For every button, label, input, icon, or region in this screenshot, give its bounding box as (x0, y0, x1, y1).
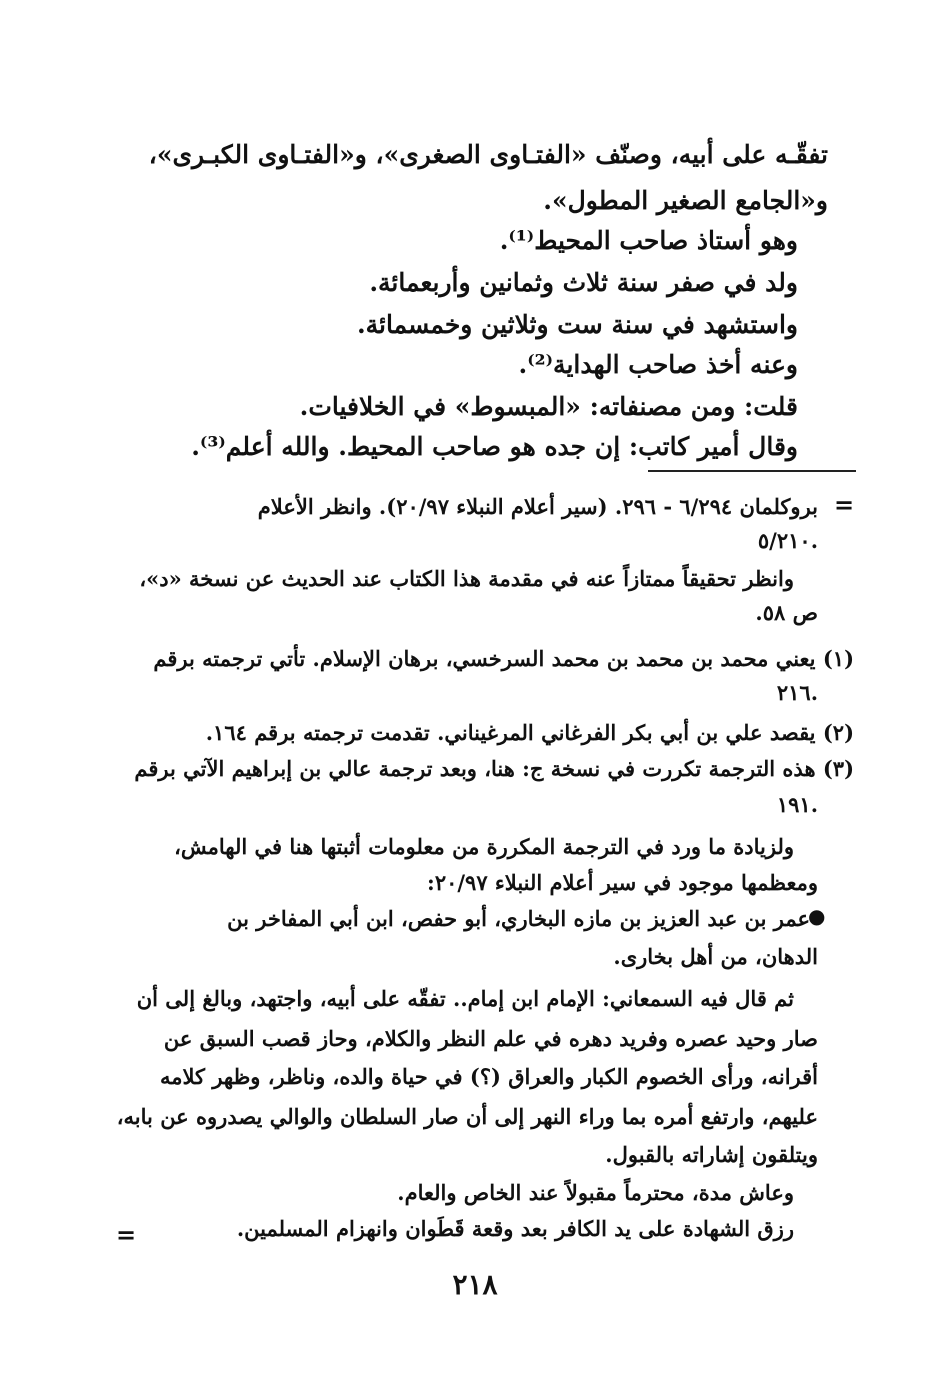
extra-line-2: ومعظمها موجود في سير أعلام النبلاء ٢٠/٩٧: (427, 870, 818, 895)
footnote-cont-line-4: ص ٥٨. (755, 600, 818, 625)
footnote-1-line-2: ٢١٦. (776, 680, 818, 705)
main-line-3: وهو أستاذ صاحب المحيط⁽¹⁾. (499, 226, 798, 255)
continuation-marker: = (834, 490, 855, 519)
extra-line-10: وعاش مدة، محترماً مقبولاً عند الخاص والعام. (397, 1180, 794, 1205)
footnote-3-line-1: (٣) هذه الترجمة تكررت في نسخة ج: هنا، وبعد ترجمة عالي بن إبراهيم الآتي برقم (134, 756, 854, 781)
footnote-cont-line-3: وانظر تحقيقاً ممتازاً عنه في مقدمة هذا الكتاب عند الحديث عن نسخة «د»، (139, 566, 794, 591)
footnote-cont-line-1: بروكلمان ٦/٢٩٤ - ٢٩٦. (سير أعلام النبلاء ٢٠/٩٧). وانظر الأعلام (257, 494, 818, 519)
main-line-6: وعنه أخذ صاحب الهداية⁽²⁾. (518, 350, 798, 379)
extra-line-9: ويتلقون إشاراته بالقبول. (605, 1142, 818, 1167)
footnote-2: (٢) يقصد علي بن أبي بكر الفرغاني المرغيناني. تقدمت ترجمته برقم ١٦٤. (205, 720, 854, 745)
main-line-8: وقال أمير كاتب: إن جده هو صاحب المحيط. والله أعلم⁽³⁾. (191, 432, 798, 461)
page-number: ٢١٨ (452, 1268, 498, 1301)
footnote-cont-line-2: ٥/٢١٠. (757, 528, 818, 553)
footnote-separator (648, 470, 856, 472)
main-line-5: واستشهد في سنة ست وثلاثين وخمسمائة. (356, 310, 798, 339)
main-line-1: تفقّـه على أبيه، وصنّف «الفتـاوى الصغرى»، و«الفتـاوى الكبـرى»، (148, 140, 828, 169)
extra-line-3: عمر بن عبد العزيز بن مازه البخاري، أبو حفص، ابن أبي المفاخر بن (227, 906, 810, 931)
extra-line-11: رزق الشهادة على يد الكافر بعد وقعة قَطَوان وانهزام المسلمين. (236, 1216, 794, 1241)
main-line-2: و«الجامع الصغير المطول». (543, 186, 828, 215)
extra-line-1: ولزيادة ما ورد في الترجمة المكررة من معلومات أثبتها هنا في الهامش، (174, 834, 794, 859)
main-line-7: قلت: ومن مصنفاته: «المبسوط» في الخلافيات. (299, 392, 798, 421)
bottom-continuation-marker: = (116, 1220, 137, 1249)
footnote-3-line-2: ١٩١. (776, 792, 818, 817)
extra-line-5: ثم قال فيه السمعاني: الإمام ابن إمام.. تفقّه على أبيه، واجتهد، وبالغ إلى أن (136, 986, 794, 1011)
extra-line-8: عليهم، وارتفع أمره بما وراء النهر إلى أن صار السلطان والوالي يصدروه عن بابه، (116, 1104, 818, 1129)
extra-line-7: أقرانه، ورأى الخصوم الكبار والعراق (؟) في حياة والده، وناظر، وظهر كلامه (159, 1064, 818, 1089)
extra-line-6: صار وحيد عصره وفريد دهره في علم النظر والكلام، وحاز قصب السبق عن (163, 1026, 818, 1051)
main-line-4: ولد في صفر سنة ثلاث وثمانين وأربعمائة. (369, 268, 798, 297)
extra-line-4: الدهان، من أهل بخارى. (613, 944, 818, 969)
bullet-icon: ● (808, 904, 826, 928)
footnote-1-line-1: (١) يعني محمد بن محمد بن محمد السرخسي، برهان الإسلام. تأتي ترجمته برقم (153, 646, 854, 671)
